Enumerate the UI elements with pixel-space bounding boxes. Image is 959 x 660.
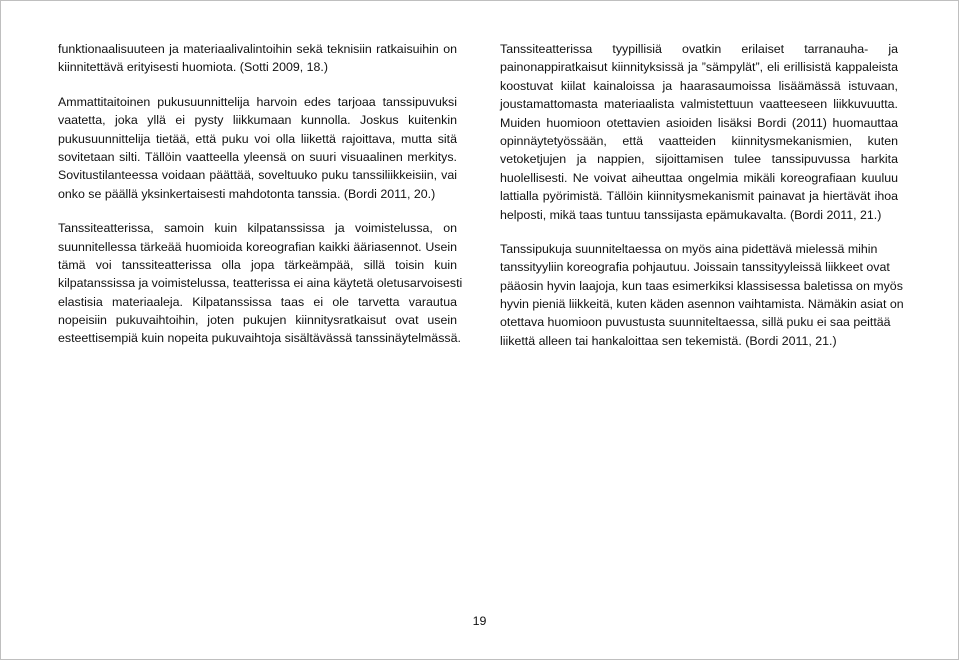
- paragraph: [58, 40, 457, 77]
- text-line: tämä voi tanssiteatterissa olla jopa tärkeämpää, sillä toisin kuin: [58, 257, 457, 272]
- text-line: painonappiratkaisut kiinnityksissä ja ”sämpylät”, eli erillisistä kappaleista: [500, 60, 898, 75]
- text-line: opinnäytetyössään, että vaatteiden kiinnitysmekanismien, kuten: [500, 133, 898, 148]
- text-line: tanssityyliin koreografia pohjautuu. Joissain tanssityyleissä liikkeet ovat: [500, 260, 890, 275]
- text-line: nopeisiin pukuvaihtoihin, joten pukujen kiinnitysratkaisut ovat usein: [58, 313, 457, 328]
- text-line: liikettä alleen tai hankaloittaa sen tekemistä. (Bordi 2011, 21.): [500, 333, 837, 348]
- text-line: kilpatanssissa ja voimistelussa, teatterissa ei aina käytetä oletusarvoisesti: [58, 276, 463, 291]
- text-line: pukusuunnittelija tietää, että puku voi olla liikettä rajoittava, mutta sitä: [58, 131, 457, 146]
- text-line: Sovitustilanteessa voidaan päättää, soveltuuko puku tanssiliikkeisiin, vai: [58, 168, 457, 183]
- text-line: suunnitellessa tärkeää huomioida koreografian kaikki ääriasennot. Usein: [58, 239, 457, 254]
- text-line: onko se päällä yksinkertaisesti mahdotonta tanssia. (Bordi 2011, 20.): [58, 186, 436, 201]
- page-number: 19: [472, 614, 487, 628]
- paragraph: [500, 40, 898, 224]
- text-line: joustamattomasta materiaalista valmistettuun vaatteeseen liikkuvuutta.: [500, 97, 898, 112]
- text-line: vetoketjujen ja nappien, sijoittamisen tulee tanssipuvussa harkita: [500, 152, 898, 167]
- text-line: Tanssiteatterissa, samoin kuin kilpatanssissa ja voimistelussa, on: [58, 221, 457, 236]
- text-line: hyvin pieniä liikkeitä, kuten käden asennon vaihtamista. Nämäkin asiat on: [500, 297, 904, 312]
- text-line: funktionaalisuuteen ja materiaalivalintoihin sekä teknisiin ratkaisuihin on: [58, 42, 457, 56]
- text-line: Tanssiteatterissa tyypillisiä ovatkin erilaiset tarranauha- ja: [500, 42, 898, 56]
- paragraph: [58, 93, 457, 203]
- text-line: vaatetta, joka yllä ei pysty liikkumaan kunnolla. Joskus kuitenkin: [58, 113, 457, 128]
- text-line: koostuvat kiilat kainaloissa ja haarasaumoissa lisäämässä istuvaan,: [500, 78, 898, 93]
- text-line: huolellisesti. Ne voivat aiheuttaa ongelmia mikäli koreografiaan kuuluu: [500, 170, 898, 185]
- paragraph: [500, 240, 904, 350]
- text-line: lattialla pyörimistä. Tällöin kiinnitysmekanismit painavat ja hiertävät ihoa: [500, 189, 898, 204]
- text-line: Muiden huomioon otettavien asioiden lisäksi Bordi (2011) huomauttaa: [500, 115, 898, 130]
- paragraph: [58, 219, 463, 348]
- text-line: kiinnitettävä erityisesti huomiota. (Sotti 2009, 18.): [58, 60, 328, 75]
- text-line: sovitetaan silti. Tällöin vaatteella yleensä on suuri visuaalinen merkitys.: [58, 149, 457, 164]
- text-line: otettava huomioon puvustusta suunniteltaessa, sillä puku ei saa peittää: [500, 315, 891, 330]
- text-line: Tanssipukuja suunniteltaessa on myös aina pidettävä mielessä mihin: [500, 241, 878, 256]
- text-line: elastisia materiaaleja. Kilpatanssissa taas ei ole tarvetta varautua: [58, 294, 457, 309]
- left-column: [58, 40, 463, 348]
- text-line: esteettisempiä kuin nopeita pukuvaihtoja sisältävässä tanssinäytelmässä.: [58, 331, 461, 346]
- text-line: Ammattitaitoinen pukusuunnittelija harvoin edes tarjoaa tanssipuvuksi: [58, 94, 457, 109]
- text-line: helposti, mikä taas tuntuu tanssijasta epämukavalta. (Bordi 2011, 21.): [500, 207, 882, 222]
- text-line: pääosin hyvin laajoja, kun taas esimerkiksi klassisessa baletissa on myös: [500, 278, 903, 293]
- right-column: [500, 40, 904, 350]
